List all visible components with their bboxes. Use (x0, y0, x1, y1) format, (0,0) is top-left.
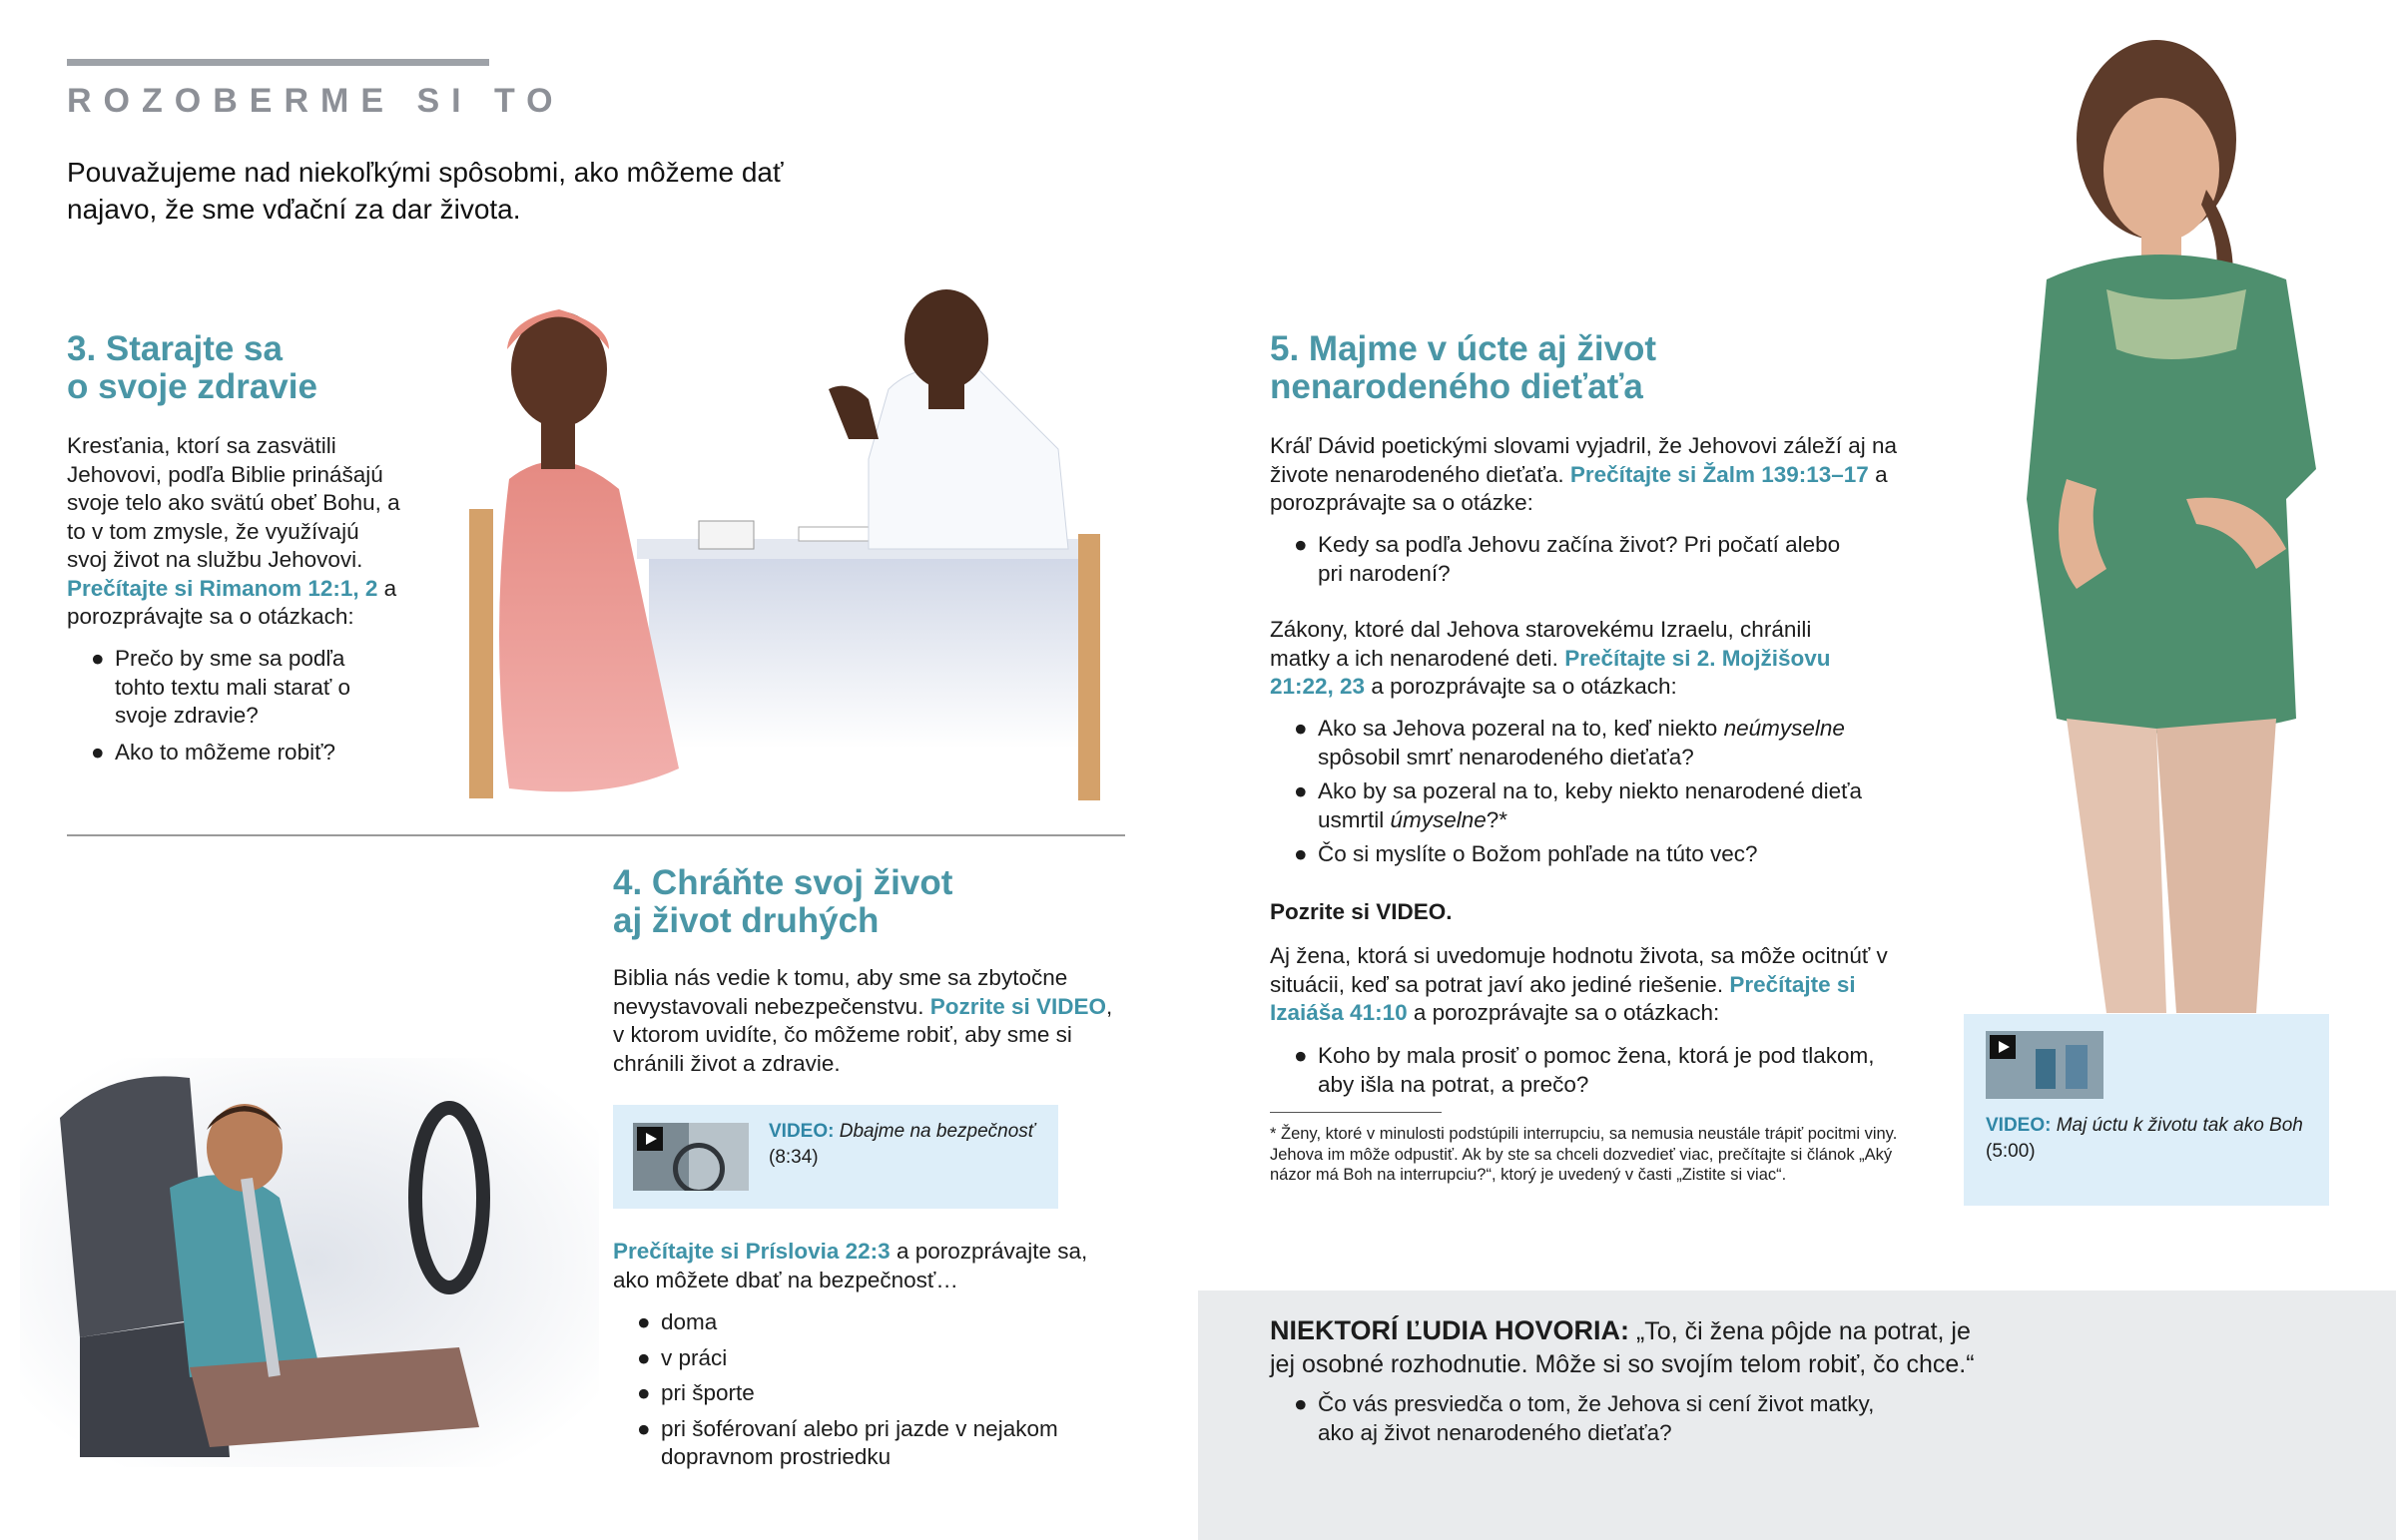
header-rule (67, 59, 489, 66)
video-duration: (5:00) (1986, 1141, 2036, 1162)
doctor-visit-illustration (469, 289, 1128, 800)
bullet-dot: ● (637, 1415, 651, 1441)
list-item: ● pri športe (613, 1379, 1112, 1408)
section5-questions-3 (1270, 1042, 1909, 1107)
video-duration: (8:34) (769, 1147, 819, 1168)
section5-p3-link[interactable]: Prečítajte si Izaiáša 41:10 (1270, 971, 1856, 1025)
section5-p2-text: Zákony, ktoré dal Jehova starovekému Izraelu, chránili matky a ich nenarodené deti. (1270, 617, 1812, 671)
section4-list (613, 1308, 1112, 1479)
video-thumbnail[interactable] (633, 1123, 749, 1191)
section4-text-after-link: , v ktorom uvidíte, čo môžeme robiť, aby sme si chránili život a zdravie. (613, 993, 1113, 1076)
section5-p3 (1270, 942, 1909, 1028)
pregnant-woman-illustration (1957, 30, 2356, 1013)
section4-read-after: a porozprávajte sa, ako môžete dbať na bezpečnosť… (613, 1239, 1088, 1292)
footnote-rule (1270, 1112, 1442, 1113)
section5-p1-text: Kráľ Dávid poetickými slovami vyjadril, že Jehovovi záleží aj na živote nenarodeného dieťaťa. (1270, 433, 1898, 487)
people-say-box (1198, 1290, 2396, 1540)
section3-heading-line1: 3. Starajte sa (67, 329, 283, 368)
section5-p2-after: a porozprávajte sa o otázkach: (1371, 674, 1677, 699)
video-title: Dbajme na bezpečnosť (839, 1121, 1035, 1142)
section4-scripture-link[interactable]: Prečítajte si Príslovia 22:3 (613, 1239, 891, 1264)
list-item: ● Ako to môžeme robiť? (67, 739, 386, 768)
section4-heading-line2: aj život druhých (613, 901, 880, 940)
bullet-dot: ● (637, 1309, 651, 1334)
section4-video-link[interactable]: Pozrite si VIDEO (929, 993, 1107, 1019)
list-item: ● Prečo by sme sa podľa tohto textu mali starať o svoje zdravie? (91, 646, 351, 728)
section4-heading (613, 864, 1132, 940)
section5-p3-text: Aj žena, ktorá si uvedomuje hodnotu života, sa môže ocitnúť v situácii, keď sa potrat javí ako jediné riešenie. (1270, 943, 1888, 997)
bullet-dot: ● (637, 1380, 651, 1405)
people-say-quote: „To, či žena pôjde na potrat, je jej osobné rozhodnutie. Môže si so svojím telom robiť, čo chce.“ (1270, 1317, 1975, 1378)
section3-heading-line2: o svoje zdravie (67, 367, 317, 406)
bullet-dot: ● (1294, 532, 1308, 557)
section5-p2-link[interactable]: Prečítajte si 2. Mojžišovu 21:22, 23 (1270, 645, 1831, 699)
section4-heading-line1: 4. Chráňte svoj život (613, 863, 953, 902)
section5-watch-video-link[interactable]: Pozrite si VIDEO. (1270, 899, 1453, 924)
section3-body (67, 432, 402, 632)
section5-p1 (1270, 432, 1949, 518)
section-divider (67, 834, 1125, 836)
play-icon[interactable] (1990, 1035, 2016, 1059)
video-caption (1986, 1113, 2315, 1165)
section5-p1-link[interactable]: Prečítajte si Žalm 139:13–17 (1569, 461, 1869, 487)
list-item: ● Koho by mala prosiť o pomoc žena, ktorá je pod tlakom, aby išla na potrat, a prečo? (1294, 1043, 1875, 1097)
list-item: ● Čo si myslíte o Božom pohľade na túto vec? (1270, 840, 1889, 869)
section3-after-link: a porozprávajte sa o otázkach: (67, 575, 397, 629)
list-item: ● Čo vás presviedča o tom, že Jehova si cení život matky, ako aj život nenarodeného dieťaťa? (1294, 1391, 1875, 1445)
section3-text: Kresťania, ktorí sa zasvätili Jehovovi, podľa Biblie prinášajú svoje telo ako svätú obeť Bohu, a to v tom zmysle, že využívajú svoj život na službu Jehovovi. (67, 433, 400, 572)
bullet-dot: ● (637, 1344, 651, 1370)
section5-p3-after: a porozprávajte sa o otázkach: (1413, 1000, 1720, 1025)
play-icon[interactable] (637, 1127, 663, 1151)
people-say-label: NIEKTORÍ ĽUDIA HOVORIA: (1270, 1315, 1630, 1345)
section4-text: Biblia nás vedie k tomu, aby sme sa zbytočne nevystavovali nebezpečenstvu. (613, 965, 1068, 1019)
video-title: Maj úctu k životu tak ako Boh (2056, 1115, 2303, 1136)
list-item: ● Kedy sa podľa Jehovu začína život? Pri počatí alebo pri narodení? (1294, 532, 1841, 586)
bullet-dot: ● (1294, 1391, 1308, 1416)
video-card-safety[interactable] (613, 1105, 1058, 1209)
section4-body (613, 964, 1124, 1078)
video-caption (769, 1119, 1038, 1171)
intro-text: Pouvažujeme nad niekoľkými spôsobmi, ako môžeme dať najavo, že sme vďační za dar života. (67, 157, 784, 225)
section3-heading (67, 330, 486, 406)
bullet-dot: ● (1294, 841, 1308, 866)
section4-read (613, 1238, 1124, 1294)
bullet-dot: ● (1294, 716, 1308, 741)
section5-p1-after: a porozprávajte sa o otázke: (1270, 461, 1888, 515)
people-say-questions (1270, 1390, 1909, 1455)
section3-questions (67, 645, 386, 774)
section5-questions-1 (1270, 531, 1869, 596)
bullet-dot: ● (1294, 1043, 1308, 1068)
list-item: ● pri šoférovaní alebo pri jazde v nejakom dopravnom prostriedku (637, 1415, 1058, 1469)
people-say-statement (1270, 1314, 1989, 1381)
video-label: VIDEO: (769, 1121, 835, 1142)
bullet-dot: ● (1294, 778, 1308, 803)
section5-questions-2 (1270, 715, 1889, 875)
list-item: ● v práci (613, 1344, 1112, 1373)
bullet-dot: ● (91, 646, 105, 671)
footnote: * Ženy, ktoré v minulosti podstúpili interrupciu, sa nemusia neustále trápiť pocitmi viny. Jehova im môže odpustiť. Ak by ste sa chceli dozvedieť viac, prečítajte si článok „Aký názor má Boh na interrupciu?“, ktorý je uvedený v časti „Zistite si viac“. (1270, 1125, 1898, 1184)
seatbelt-illustration (20, 1038, 599, 1467)
bullet-dot: ● (91, 739, 105, 765)
video-card-respect-life[interactable] (1964, 1014, 2329, 1206)
section-kicker: ROZOBERME SI TO (67, 82, 565, 120)
video-label: VIDEO: (1986, 1115, 2052, 1136)
list-item: ● Ako by sa pozeral na to, keby niekto nenarodené dieťa usmrtil úmyselne?* (1294, 778, 1863, 832)
list-item: ● doma (613, 1308, 1112, 1337)
video-thumbnail[interactable] (1986, 1031, 2103, 1099)
section5-heading-line2: nenarodeného dieťaťa (1270, 367, 1643, 406)
section5-heading (1270, 330, 1829, 406)
section3-scripture-link[interactable]: Prečítajte si Rimanom 12:1, 2 (67, 575, 378, 601)
list-item: ● Ako sa Jehova pozeral na to, keď niekto neúmyselne spôsobil smrť nenarodeného dieťaťa? (1294, 716, 1845, 770)
section5-heading-line1: 5. Majme v úcte aj život (1270, 329, 1657, 368)
section5-p2 (1270, 616, 1869, 702)
